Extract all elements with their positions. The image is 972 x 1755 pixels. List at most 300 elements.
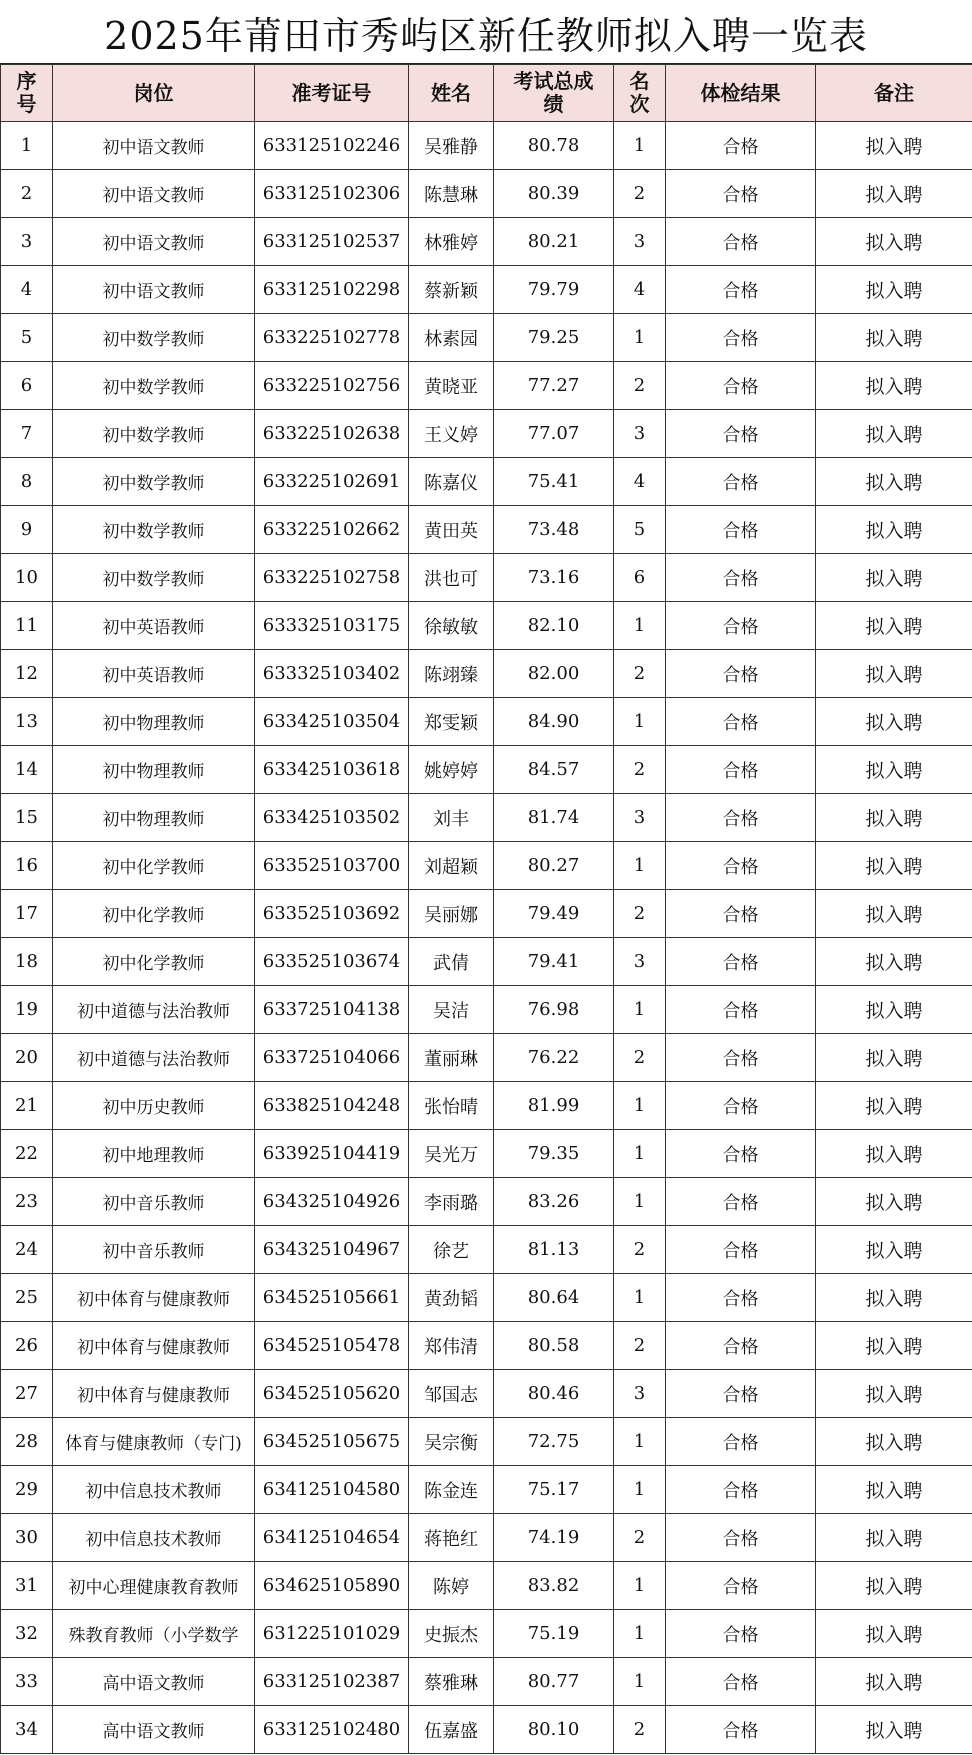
cell-health: 合格 [666, 1178, 816, 1226]
table-row [1, 1322, 972, 1370]
cell-remark: 拟入聘 [816, 1322, 972, 1370]
cell-post-text: 初中信息技术教师 [85, 1530, 222, 1550]
cell-post-text: 初中语文教师 [102, 234, 205, 254]
cell-post [53, 1082, 255, 1130]
cell-seq: 34 [1, 1706, 53, 1754]
cell-remark: 拟入聘 [816, 1514, 972, 1562]
cell-post-text: 初中道德与法治教师 [77, 1002, 230, 1022]
cell-health: 合格 [666, 506, 816, 554]
cell-remark: 拟入聘 [816, 1466, 972, 1514]
cell-score: 82.10 [494, 602, 614, 650]
cell-score: 80.64 [494, 1274, 614, 1322]
cell-remark: 拟入聘 [816, 794, 972, 842]
cell-rank: 1 [614, 1466, 666, 1514]
cell-rank: 6 [614, 554, 666, 602]
cell-health: 合格 [666, 410, 816, 458]
cell-rank: 3 [614, 938, 666, 986]
cell-health: 合格 [666, 170, 816, 218]
cell-name: 吴宗衡 [409, 1418, 494, 1466]
cell-rank: 1 [614, 1082, 666, 1130]
cell-score: 81.99 [494, 1082, 614, 1130]
table-row [1, 218, 972, 266]
cell-rank: 2 [614, 1514, 666, 1562]
cell-score: 80.10 [494, 1706, 614, 1754]
cell-post-text: 初中语文教师 [102, 186, 205, 206]
cell-name: 武倩 [409, 938, 494, 986]
cell-post [53, 1562, 255, 1610]
cell-remark: 拟入聘 [816, 410, 972, 458]
cell-exam-no: 633125102537 [255, 218, 409, 266]
cell-name: 郑伟清 [409, 1322, 494, 1370]
cell-exam-no: 633225102758 [255, 554, 409, 602]
cell-health: 合格 [666, 554, 816, 602]
table-row [1, 1466, 972, 1514]
cell-post [53, 314, 255, 362]
cell-remark: 拟入聘 [816, 650, 972, 698]
cell-post-text: 高中语文教师 [102, 1674, 205, 1694]
cell-health: 合格 [666, 698, 816, 746]
cell-post [53, 362, 255, 410]
cell-exam-no: 633525103692 [255, 890, 409, 938]
cell-score: 80.21 [494, 218, 614, 266]
cell-rank: 1 [614, 1178, 666, 1226]
table-row [1, 1610, 972, 1658]
cell-exam-no: 634125104580 [255, 1466, 409, 1514]
cell-score: 81.74 [494, 794, 614, 842]
cell-seq: 14 [1, 746, 53, 794]
table-row [1, 122, 972, 170]
cell-post-text: 初中数学教师 [102, 426, 205, 446]
cell-score: 77.07 [494, 410, 614, 458]
cell-seq: 7 [1, 410, 53, 458]
cell-rank: 1 [614, 1610, 666, 1658]
cell-rank: 2 [614, 746, 666, 794]
cell-post-text: 殊教育教师（小学数学 [68, 1626, 239, 1646]
cell-name: 吴雅静 [409, 122, 494, 170]
cell-post [53, 1370, 255, 1418]
cell-exam-no: 633425103504 [255, 698, 409, 746]
table-row [1, 1658, 972, 1706]
cell-seq: 10 [1, 554, 53, 602]
cell-health: 合格 [666, 1562, 816, 1610]
cell-seq: 22 [1, 1130, 53, 1178]
cell-post [53, 410, 255, 458]
cell-health: 合格 [666, 1034, 816, 1082]
cell-score: 81.13 [494, 1226, 614, 1274]
cell-post-text: 高中语文教师 [102, 1722, 205, 1742]
col-header-name: 姓名 [409, 65, 494, 122]
cell-remark: 拟入聘 [816, 170, 972, 218]
cell-name: 伍嘉盛 [409, 1706, 494, 1754]
cell-post [53, 1466, 255, 1514]
header-row [1, 65, 972, 122]
cell-exam-no: 633125102298 [255, 266, 409, 314]
cell-rank: 1 [614, 842, 666, 890]
cell-post-text: 初中体育与健康教师 [77, 1338, 230, 1358]
cell-score: 80.77 [494, 1658, 614, 1706]
cell-name: 董丽琳 [409, 1034, 494, 1082]
cell-exam-no: 634325104967 [255, 1226, 409, 1274]
cell-post [53, 1658, 255, 1706]
cell-post-text: 体育与健康教师（专门) [65, 1434, 242, 1454]
cell-post-text: 初中英语教师 [102, 666, 205, 686]
table-row [1, 698, 972, 746]
cell-name: 蔡新颖 [409, 266, 494, 314]
cell-seq: 4 [1, 266, 53, 314]
cell-seq: 8 [1, 458, 53, 506]
cell-remark: 拟入聘 [816, 890, 972, 938]
cell-score: 79.41 [494, 938, 614, 986]
table-row [1, 1082, 972, 1130]
cell-score: 73.48 [494, 506, 614, 554]
cell-post-text: 初中体育与健康教师 [77, 1290, 230, 1310]
table-row [1, 554, 972, 602]
cell-rank: 1 [614, 698, 666, 746]
cell-remark: 拟入聘 [816, 506, 972, 554]
cell-health: 合格 [666, 794, 816, 842]
col-header-remark: 备注 [816, 65, 972, 122]
page-title: 2025年莆田市秀屿区新任教师拟入聘一览表 [0, 0, 972, 64]
table-row [1, 458, 972, 506]
cell-rank: 1 [614, 986, 666, 1034]
cell-post-text: 初中体育与健康教师 [77, 1386, 230, 1406]
cell-remark: 拟入聘 [816, 458, 972, 506]
col-header-seq: 序 号 [1, 65, 53, 122]
cell-post [53, 266, 255, 314]
cell-name: 陈翊臻 [409, 650, 494, 698]
cell-rank: 4 [614, 458, 666, 506]
cell-health: 合格 [666, 1658, 816, 1706]
cell-post [53, 986, 255, 1034]
cell-seq: 28 [1, 1418, 53, 1466]
cell-health: 合格 [666, 1514, 816, 1562]
cell-score: 79.25 [494, 314, 614, 362]
table-row [1, 938, 972, 986]
cell-rank: 1 [614, 1658, 666, 1706]
cell-name: 邹国志 [409, 1370, 494, 1418]
cell-post [53, 1130, 255, 1178]
cell-name: 李雨璐 [409, 1178, 494, 1226]
cell-health: 合格 [666, 122, 816, 170]
cell-remark: 拟入聘 [816, 218, 972, 266]
cell-rank: 3 [614, 794, 666, 842]
cell-rank: 1 [614, 314, 666, 362]
cell-score: 80.46 [494, 1370, 614, 1418]
cell-health: 合格 [666, 1274, 816, 1322]
cell-health: 合格 [666, 314, 816, 362]
cell-remark: 拟入聘 [816, 314, 972, 362]
cell-name: 刘丰 [409, 794, 494, 842]
cell-post [53, 122, 255, 170]
cell-post-text: 初中化学教师 [102, 906, 205, 926]
cell-name: 黄劲韬 [409, 1274, 494, 1322]
cell-health: 合格 [666, 1466, 816, 1514]
cell-post [53, 458, 255, 506]
cell-post [53, 1178, 255, 1226]
cell-exam-no: 633125102480 [255, 1706, 409, 1754]
table-row [1, 1418, 972, 1466]
cell-post-text: 初中道德与法治教师 [77, 1050, 230, 1070]
cell-remark: 拟入聘 [816, 842, 972, 890]
cell-health: 合格 [666, 218, 816, 266]
cell-name: 吴洁 [409, 986, 494, 1034]
cell-rank: 1 [614, 1418, 666, 1466]
cell-seq: 18 [1, 938, 53, 986]
cell-health: 合格 [666, 1322, 816, 1370]
table-row [1, 170, 972, 218]
cell-rank: 2 [614, 1226, 666, 1274]
cell-seq: 6 [1, 362, 53, 410]
table-row [1, 890, 972, 938]
cell-post [53, 794, 255, 842]
cell-rank: 3 [614, 410, 666, 458]
table-row [1, 1130, 972, 1178]
cell-exam-no: 633325103402 [255, 650, 409, 698]
cell-post-text: 初中地理教师 [102, 1146, 205, 1166]
cell-post-text: 初中物理教师 [102, 810, 205, 830]
cell-remark: 拟入聘 [816, 122, 972, 170]
cell-post-text: 初中化学教师 [102, 858, 205, 878]
cell-score: 79.35 [494, 1130, 614, 1178]
cell-name: 黄田英 [409, 506, 494, 554]
cell-score: 77.27 [494, 362, 614, 410]
cell-score: 76.98 [494, 986, 614, 1034]
table-row [1, 1562, 972, 1610]
cell-seq: 26 [1, 1322, 53, 1370]
cell-remark: 拟入聘 [816, 1082, 972, 1130]
cell-post [53, 938, 255, 986]
cell-seq: 12 [1, 650, 53, 698]
col-header-score: 考试总成 绩 [494, 65, 614, 122]
cell-rank: 1 [614, 1274, 666, 1322]
cell-name: 黄晓亚 [409, 362, 494, 410]
cell-post [53, 698, 255, 746]
cell-exam-no: 633225102662 [255, 506, 409, 554]
cell-remark: 拟入聘 [816, 1418, 972, 1466]
cell-exam-no: 633125102246 [255, 122, 409, 170]
table-row [1, 794, 972, 842]
cell-rank: 1 [614, 602, 666, 650]
table-row [1, 362, 972, 410]
cell-rank: 4 [614, 266, 666, 314]
cell-exam-no: 633925104419 [255, 1130, 409, 1178]
table-row [1, 602, 972, 650]
cell-exam-no: 633425103502 [255, 794, 409, 842]
col-header-post: 岗位 [53, 65, 255, 122]
table-row [1, 1178, 972, 1226]
cell-score: 83.26 [494, 1178, 614, 1226]
cell-post-text: 初中物理教师 [102, 762, 205, 782]
cell-rank: 1 [614, 122, 666, 170]
cell-health: 合格 [666, 986, 816, 1034]
cell-exam-no: 633825104248 [255, 1082, 409, 1130]
cell-score: 80.58 [494, 1322, 614, 1370]
table-row [1, 842, 972, 890]
cell-post [53, 1610, 255, 1658]
cell-seq: 32 [1, 1610, 53, 1658]
table-row [1, 410, 972, 458]
cell-rank: 2 [614, 170, 666, 218]
cell-remark: 拟入聘 [816, 1562, 972, 1610]
cell-name: 张怡晴 [409, 1082, 494, 1130]
cell-health: 合格 [666, 1370, 816, 1418]
cell-exam-no: 633225102756 [255, 362, 409, 410]
cell-post [53, 1226, 255, 1274]
cell-remark: 拟入聘 [816, 938, 972, 986]
cell-exam-no: 634625105890 [255, 1562, 409, 1610]
cell-exam-no: 633225102691 [255, 458, 409, 506]
cell-score: 75.41 [494, 458, 614, 506]
cell-seq: 19 [1, 986, 53, 1034]
cell-seq: 5 [1, 314, 53, 362]
table-row [1, 1370, 972, 1418]
cell-exam-no: 633725104066 [255, 1034, 409, 1082]
cell-seq: 27 [1, 1370, 53, 1418]
table-row [1, 1274, 972, 1322]
cell-post [53, 1706, 255, 1754]
cell-rank: 3 [614, 1370, 666, 1418]
cell-remark: 拟入聘 [816, 362, 972, 410]
cell-name: 洪也可 [409, 554, 494, 602]
cell-exam-no: 633725104138 [255, 986, 409, 1034]
cell-name: 刘超颖 [409, 842, 494, 890]
cell-post [53, 602, 255, 650]
cell-score: 76.22 [494, 1034, 614, 1082]
cell-post-text: 初中物理教师 [102, 714, 205, 734]
cell-seq: 33 [1, 1658, 53, 1706]
cell-health: 合格 [666, 1610, 816, 1658]
cell-seq: 21 [1, 1082, 53, 1130]
cell-remark: 拟入聘 [816, 1274, 972, 1322]
cell-exam-no: 633325103175 [255, 602, 409, 650]
table-row [1, 650, 972, 698]
cell-seq: 16 [1, 842, 53, 890]
cell-seq: 29 [1, 1466, 53, 1514]
cell-health: 合格 [666, 1130, 816, 1178]
cell-post [53, 1322, 255, 1370]
cell-post [53, 1514, 255, 1562]
cell-rank: 2 [614, 1034, 666, 1082]
cell-rank: 3 [614, 218, 666, 266]
cell-post [53, 506, 255, 554]
cell-health: 合格 [666, 746, 816, 794]
cell-remark: 拟入聘 [816, 1226, 972, 1274]
cell-name: 陈婷 [409, 1562, 494, 1610]
cell-exam-no: 633225102638 [255, 410, 409, 458]
cell-seq: 1 [1, 122, 53, 170]
table-row [1, 986, 972, 1034]
cell-score: 84.90 [494, 698, 614, 746]
cell-post-text: 初中心理健康教育教师 [68, 1578, 239, 1598]
cell-seq: 25 [1, 1274, 53, 1322]
cell-post-text: 初中音乐教师 [102, 1242, 205, 1262]
cell-seq: 9 [1, 506, 53, 554]
cell-score: 75.17 [494, 1466, 614, 1514]
cell-seq: 15 [1, 794, 53, 842]
cell-score: 84.57 [494, 746, 614, 794]
cell-health: 合格 [666, 890, 816, 938]
cell-exam-no: 634125104654 [255, 1514, 409, 1562]
cell-name: 吴丽娜 [409, 890, 494, 938]
table-row [1, 506, 972, 554]
cell-exam-no: 631225101029 [255, 1610, 409, 1658]
cell-score: 79.79 [494, 266, 614, 314]
cell-health: 合格 [666, 602, 816, 650]
cell-health: 合格 [666, 1226, 816, 1274]
cell-health: 合格 [666, 1706, 816, 1754]
table-row [1, 1514, 972, 1562]
cell-score: 79.49 [494, 890, 614, 938]
cell-health: 合格 [666, 362, 816, 410]
cell-health: 合格 [666, 458, 816, 506]
cell-post-text: 初中数学教师 [102, 474, 205, 494]
cell-score: 80.78 [494, 122, 614, 170]
cell-remark: 拟入聘 [816, 698, 972, 746]
table-row [1, 1226, 972, 1274]
cell-name: 徐艺 [409, 1226, 494, 1274]
cell-seq: 13 [1, 698, 53, 746]
cell-health: 合格 [666, 266, 816, 314]
cell-post [53, 218, 255, 266]
cell-post-text: 初中化学教师 [102, 954, 205, 974]
cell-name: 郑雯颖 [409, 698, 494, 746]
cell-seq: 3 [1, 218, 53, 266]
cell-rank: 2 [614, 890, 666, 938]
cell-health: 合格 [666, 1082, 816, 1130]
cell-remark: 拟入聘 [816, 266, 972, 314]
cell-score: 75.19 [494, 1610, 614, 1658]
cell-exam-no: 633525103700 [255, 842, 409, 890]
cell-rank: 1 [614, 1562, 666, 1610]
cell-seq: 24 [1, 1226, 53, 1274]
cell-health: 合格 [666, 938, 816, 986]
cell-health: 合格 [666, 842, 816, 890]
cell-seq: 2 [1, 170, 53, 218]
table-row [1, 1706, 972, 1754]
col-header-health: 体检结果 [666, 65, 816, 122]
cell-seq: 30 [1, 1514, 53, 1562]
cell-name: 吴光万 [409, 1130, 494, 1178]
cell-seq: 31 [1, 1562, 53, 1610]
cell-score: 83.82 [494, 1562, 614, 1610]
cell-name: 徐敏敏 [409, 602, 494, 650]
table-row [1, 266, 972, 314]
cell-exam-no: 633125102306 [255, 170, 409, 218]
cell-remark: 拟入聘 [816, 1370, 972, 1418]
cell-post [53, 842, 255, 890]
cell-post-text: 初中数学教师 [102, 330, 205, 350]
cell-remark: 拟入聘 [816, 986, 972, 1034]
cell-post-text: 初中历史教师 [102, 1098, 205, 1118]
cell-remark: 拟入聘 [816, 1610, 972, 1658]
cell-post-text: 初中语文教师 [102, 138, 205, 158]
cell-post [53, 1034, 255, 1082]
cell-exam-no: 634325104926 [255, 1178, 409, 1226]
cell-remark: 拟入聘 [816, 1706, 972, 1754]
table-row [1, 314, 972, 362]
cell-exam-no: 634525105675 [255, 1418, 409, 1466]
cell-post [53, 650, 255, 698]
cell-score: 72.75 [494, 1418, 614, 1466]
cell-exam-no: 633525103674 [255, 938, 409, 986]
cell-rank: 2 [614, 1322, 666, 1370]
col-header-exam-no: 准考证号 [255, 65, 409, 122]
cell-post-text: 初中音乐教师 [102, 1194, 205, 1214]
cell-exam-no: 633125102387 [255, 1658, 409, 1706]
col-header-rank: 名 次 [614, 65, 666, 122]
cell-post [53, 170, 255, 218]
cell-remark: 拟入聘 [816, 1130, 972, 1178]
